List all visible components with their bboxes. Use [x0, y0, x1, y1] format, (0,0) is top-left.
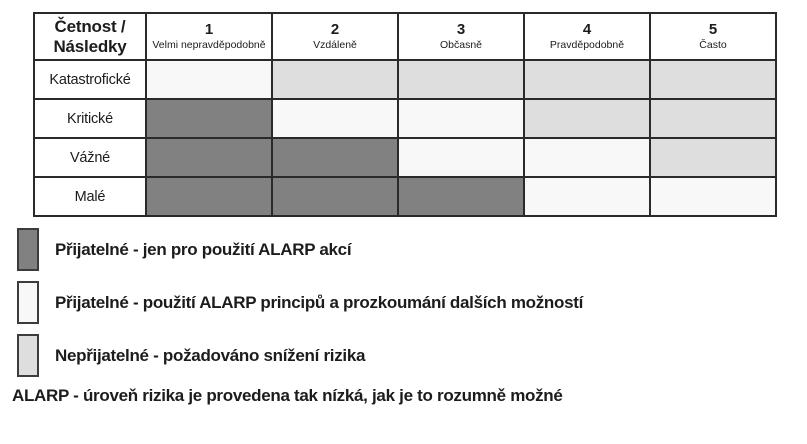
matrix-cell-gray — [272, 60, 398, 99]
legend-item — [17, 281, 583, 324]
matrix-cell-white — [650, 177, 776, 216]
alarp-footnote: ALARP - úroveň rizika je provedena tak nízká, jak je to rozumně možné — [12, 386, 563, 405]
matrix-cell-gray — [650, 99, 776, 138]
matrix-cell-dark — [146, 99, 272, 138]
legend-label: Přijatelné - jen pro použití ALARP akcí — [55, 239, 352, 259]
column-header: 2 Vzdáleně — [272, 13, 398, 60]
matrix-cell-dark — [272, 138, 398, 177]
legend-swatch-dark — [17, 228, 39, 271]
legend-item — [17, 334, 583, 377]
row-label: Malé — [34, 177, 146, 216]
matrix-cell-dark — [146, 138, 272, 177]
matrix-cell-gray — [650, 60, 776, 99]
matrix-cell-dark — [272, 177, 398, 216]
matrix-cell-dark — [398, 177, 524, 216]
matrix-cell-white — [398, 138, 524, 177]
matrix-cell-white — [524, 138, 650, 177]
row-label: Vážné — [34, 138, 146, 177]
corner-header: Četnost / Následky — [34, 13, 146, 60]
matrix-cell-gray — [524, 99, 650, 138]
legend-label: Nepřijatelné - požadováno snížení rizika — [55, 345, 366, 365]
matrix-cell-white — [398, 99, 524, 138]
legend-swatch-gray — [17, 334, 39, 377]
matrix-cell-gray — [650, 138, 776, 177]
legend-item — [17, 228, 583, 271]
row-label: Kritické — [34, 99, 146, 138]
column-header: 4 Pravděpodobně — [524, 13, 650, 60]
row-label: Katastrofické — [34, 60, 146, 99]
matrix-cell-gray — [398, 60, 524, 99]
matrix-cell-white — [146, 60, 272, 99]
legend-swatch-white — [17, 281, 39, 324]
column-header: 1 Velmi nepravděpodobně — [146, 13, 272, 60]
matrix-cell-gray — [524, 60, 650, 99]
matrix-cell-dark — [146, 177, 272, 216]
matrix-cell-white — [524, 177, 650, 216]
risk-matrix-table — [33, 12, 777, 217]
legend — [17, 228, 583, 387]
column-header: 3 Občasně — [398, 13, 524, 60]
matrix-cell-white — [272, 99, 398, 138]
column-header: 5 Často — [650, 13, 776, 60]
legend-label: Přijatelné - použití ALARP principů a prozkoumání dalších možností — [55, 292, 584, 312]
